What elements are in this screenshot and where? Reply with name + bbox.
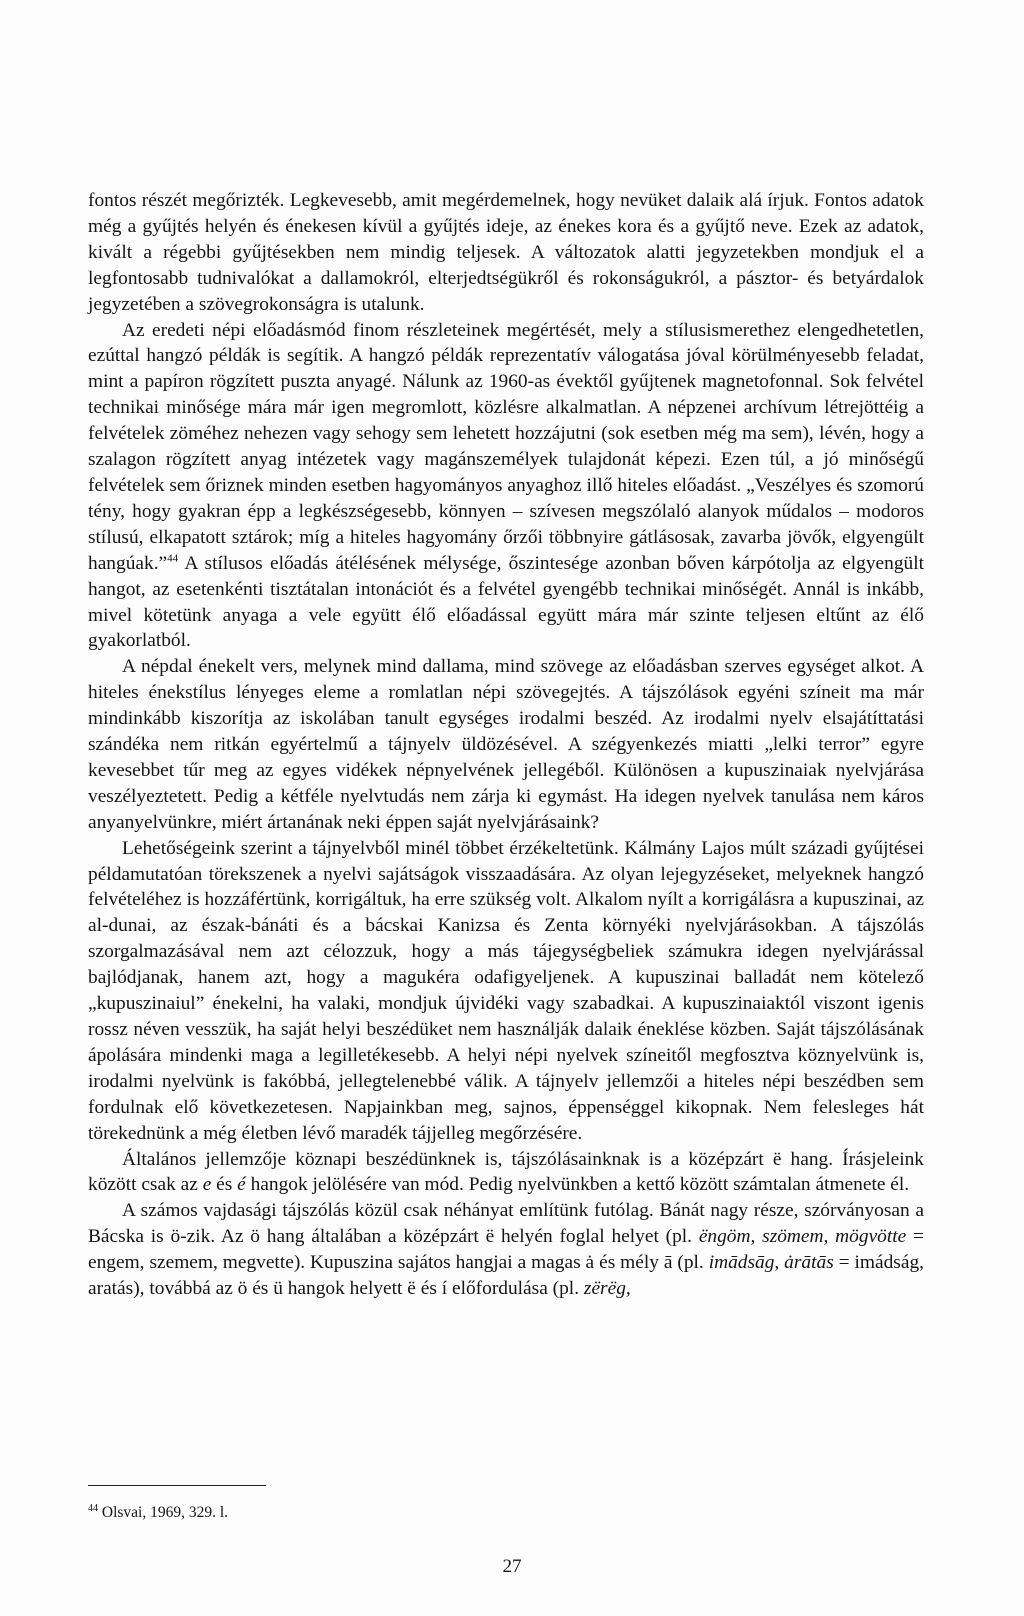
italic-run: imādsāg, ȧrātās xyxy=(708,1252,834,1274)
italic-run: ëngöm, szömem, mögvötte xyxy=(698,1226,907,1248)
text-run: és xyxy=(211,1174,238,1196)
text-run: = imádság, aratás), továbbá az ö és ü hangok helyett ë és í előfordulása (pl. xyxy=(88,1252,924,1300)
footnote-reference: 44 xyxy=(167,552,179,565)
text-run: fontos részét megőrizték. Legkevesebb, amit megérdemelnek, hogy nevüket dalaik alá írjuk. Fontos adatok még a gyűjtés helyén és énekesen kívül a gyűjtés ideje, az énekes kora és a gyűjtő neve. Ezek az adatok, kivált a régebbi gyűjtésekben nem mindig teljesek. A változatok alatti jegyzetekben mondjuk el a legfontosabb tudnivalókat a dallamokról, elterjedtségükről és rokonságukról, a pásztor- és betyárdalok jegyzetében a szövegrokonságra is utalunk. xyxy=(88,190,924,315)
page-number: 27 xyxy=(502,1556,522,1577)
text-run: = engem, szemem, megvette). Kupuszina sajátos hangjai a magas ȧ és mély ā (pl. xyxy=(88,1226,924,1274)
footnote-text: Olsvai, 1969, 329. l. xyxy=(101,1504,229,1521)
text-run: Lehetőségeink szerint a tájnyelvből minél többet érzékeltetünk. Kálmány Lajos múlt századi gyűjtései példamutatóan törekszenek a nyelvi sajátságok visszaadására. Az olyan lejegyzéseket, melyeknek hangzó felvételéhez is hozzáfértünk, korrigáltuk, ha erre szükség volt. Alkalom nyílt a korrigálásra a kupuszinai, az al-dunai, az észak-bánáti és a bácskai Kanizsa és Zenta környéki nyelvjárásokban. A tájszólás szorgalmazásával nem azt célozzuk, hogy a más tájegységbeliek számukra idegen nyelvjárással bajlódjanak, hanem azt, hogy a magukéra odafigyeljenek. A kupuszinai balladát nem kötelező „kupuszinaiul” énekelni, ha valaki, mondjuk újvidéki vagy szabadkai. A kupuszinaiaktól viszont igenis rossz néven vesszük, ha saját helyi beszédüket nem használják dalaik éneklése közben. Saját tájszólásának ápolására mindenki maga a legilletékesebb. A helyi népi nyelvek színeitől megfosztva köznyelvünk is, irodalmi nyelvünk is fakóbbá, jellegtelenebbé válik. A tájnyelv jellemzői a hiteles népi beszédben sem fordulnak elő következetesen. Napjainkban meg, sajnos, éppenséggel kikopnak. Nem felesleges hát törekednünk a még életben lévő maradék tájjelleg megőrzésére. xyxy=(88,837,924,1144)
paragraph xyxy=(88,836,924,1147)
italic-run: é xyxy=(237,1174,246,1196)
text-run: hangok jelölésére van mód. Pedig nyelvünkben a kettő között számtalan átmenete él. xyxy=(245,1174,910,1196)
paragraph xyxy=(88,1147,924,1199)
text-run: Általános jellemzője köznapi beszédünknek is, tájszólásainknak is a középzárt ë hang. Írásjeleink között csak az xyxy=(88,1148,924,1196)
body-text xyxy=(88,188,924,1302)
italic-run: zërëg, xyxy=(583,1278,631,1300)
text-run: Az eredeti népi előadásmód finom részleteinek megértését, mely a stílusismerethez elengedhetetlen, ezúttal hangzó példák is segítik. A hangzó példák reprezentatív válogatása jóval körülményesebb feladat, mint a papíron rögzített puszta anyagé. Nálunk az 1960-as évektől gyűjtenek magnetofonnal. Sok felvétel technikai minősége mára már igen megromlott, közlésre alkalmatlan. A népzenei archívum létrejöttéig a felvételek zöméhez nehezen vagy sehogy sem lehetett hozzájutni (sok esetben még ma sem), lévén, hogy a szalagon rögzített anyag intézetek vagy magánszemélyek tulajdonát képezi. Ezen túl, a jó minőségű felvételek sem őriznek minden esetben hagyományos anyaghoz illő hiteles előadást. „Veszélyes és szomorú tény, hogy gyakran épp a legkészségesebb, könnyen – szívesen megszólaló alanyok műdalos – modoros stílusú, elkapatott sztárok; míg a hiteles hagyomány őrzői többnyire gátlásosak, zavarba jövők, elgyengült hangúak.” xyxy=(88,319,924,574)
text-run: A népdal énekelt vers, melynek mind dallama, mind szövege az előadásban szerves egységet alkot. A hiteles énekstílus lényeges eleme a romlatlan népi szövegejtés. A tájszólások egyéni színeit ma már mindinkább kiszorítja az iskolában tanult egységes irodalmi beszéd. Az irodalmi nyelv elsajátíttatási szándéka nem ritkán egyértelmű a tájnyelv üldözésével. A szégyenkezés miatti „lelki terror” egyre kevesebbet tűr meg az egyes vidékek népnyelvének jellegéből. Különösen a kupuszinaiak nyelvjárása veszélyeztetett. Pedig a kétféle nyelvtudás nem zárja ki egymást. Ha idegen nyelvek tanulása nem káros anyanyelvünkre, miért ártanának neki éppen saját nyelvjárásaink? xyxy=(88,656,924,833)
text-run: A számos vajdasági tájszólás közül csak néhányat említünk futólag. Bánát nagy része, szórványosan a Bácska is ö-zik. Az ö hang általában a középzárt ë helyén foglal helyet (pl. xyxy=(88,1200,924,1248)
paragraph xyxy=(88,1198,924,1302)
paragraph xyxy=(88,654,924,835)
footnote xyxy=(88,1503,228,1523)
footnote-divider xyxy=(88,1485,266,1486)
paragraph xyxy=(88,318,924,655)
text-run: A stílusos előadás átélésének mélysége, őszintesége azonban bőven kárpótolja az elgyengült hangot, az esetenkénti tisztátalan intonációt és a felvétel gyengébb technikai minőségét. Annál is inkább, mivel kötetünk anyaga a vele együtt élő előadással együtt mára már szinte teljesen eltűnt az élő gyakorlatból. xyxy=(88,552,924,652)
italic-run: e xyxy=(202,1174,212,1196)
paragraph xyxy=(88,188,924,318)
footnote-marker: 44 xyxy=(88,1502,98,1514)
